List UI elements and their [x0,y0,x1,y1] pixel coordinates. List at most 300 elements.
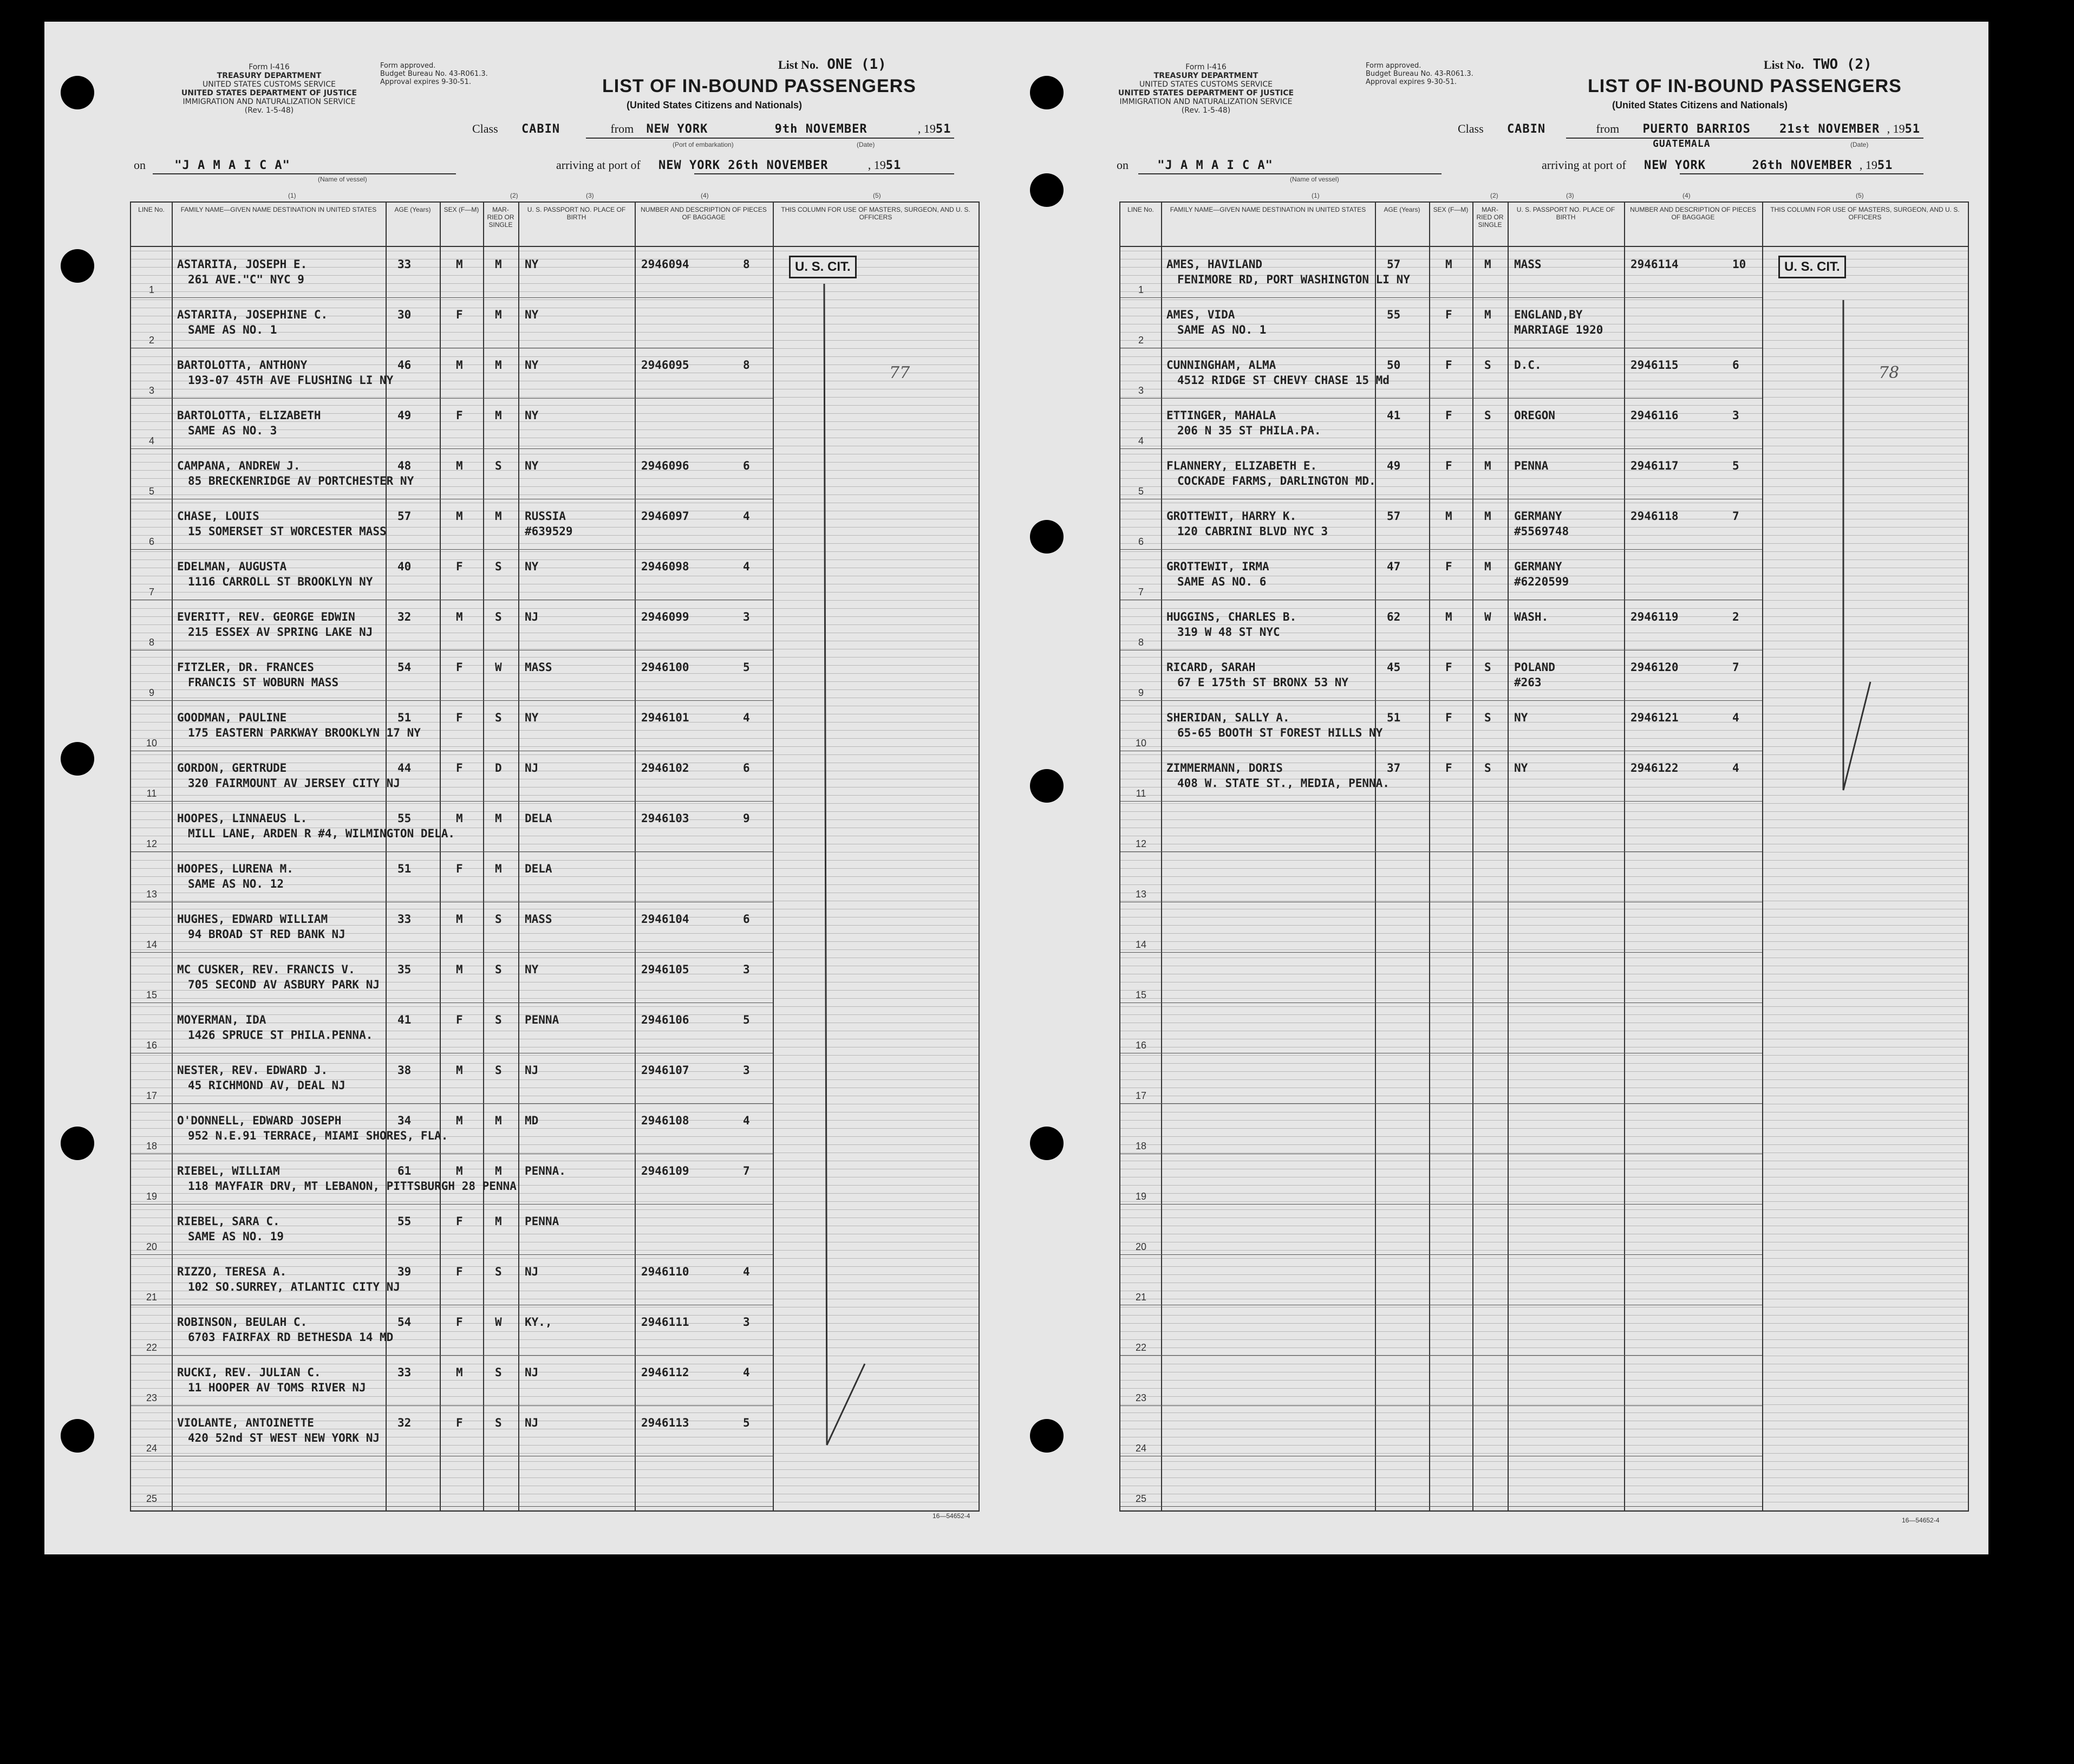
baggage-pieces: 4 [743,1265,750,1278]
line-number: 3 [148,385,154,396]
row-divider [1120,1506,1762,1507]
underline [694,173,954,174]
underline [1566,138,1923,139]
passenger-marital-status: S [1484,761,1491,774]
line-number: 8 [1138,637,1144,648]
passenger-age: 55 [1387,308,1401,321]
passenger-age: 57 [1387,510,1401,523]
arriving-label: arriving at port of [1542,158,1626,172]
arriving-line [556,158,901,172]
passenger-address: SAME AS NO. 1 [188,323,277,336]
passenger-marital-status: M [495,1215,502,1228]
passenger-age: 55 [397,1215,412,1228]
passenger-row [1120,557,1762,600]
row-divider [1120,851,1762,852]
passenger-name: ROBINSON, BEULAH C. [177,1316,308,1329]
row-divider [131,1506,773,1507]
passenger-age: 44 [397,761,412,774]
passenger-sex: F [456,1416,463,1429]
line-number: 18 [1135,1141,1147,1151]
baggage-pieces: 7 [1732,510,1739,523]
passenger-age: 49 [1387,459,1401,472]
col-number: (4) [701,192,709,199]
passenger-address: 1116 CARROLL ST BROOKLYN NY [188,575,373,588]
passenger-marital-status: M [1484,510,1491,523]
from-value: PUERTO BARRIOS [1642,122,1751,136]
line-number: 18 [146,1141,158,1151]
passenger-place-of-birth: ENGLAND,BY [1514,308,1583,321]
line-number: 1 [148,284,154,295]
passenger-row [131,1363,773,1405]
baggage-number: 2946105 [641,963,689,976]
row-divider [131,1405,773,1406]
year-value: 51 [1905,122,1921,136]
passenger-table [1119,201,1969,1512]
passenger-age: 51 [397,862,412,875]
baggage-pieces: 4 [743,560,750,573]
passenger-name: VIOLANTE, ANTOINETTE [177,1416,314,1429]
baggage-number: 2946111 [641,1316,689,1329]
passenger-place-of-birth: PENNA [1514,459,1549,472]
handwritten-note: 78 [1879,363,1900,382]
baggage-pieces: 3 [1732,409,1739,422]
passenger-name: ASTARITA, JOSEPHINE C. [177,308,328,321]
passenger-sex: F [1445,359,1452,372]
line-number: 19 [1135,1191,1147,1202]
arriving-value: NEW YORK 26th NOVEMBER [1644,159,1853,172]
list-subtitle: (United States Citizens and Nationals) [1612,100,1788,110]
passenger-name: MC CUSKER, REV. FRANCIS V. [177,963,355,976]
baggage-number: 2946121 [1630,711,1679,724]
baggage-pieces: 5 [743,1416,750,1429]
passenger-marital-status: M [495,862,502,875]
baggage-pieces: 7 [743,1164,750,1177]
row-divider [131,1204,773,1205]
row-divider [1120,549,1762,550]
passenger-marital-status: S [1484,711,1491,724]
customs-service: UNITED STATES CUSTOMS SERVICE [1139,80,1273,89]
line-number: 24 [1135,1443,1147,1454]
col-header-sex: SEX (F—M) [1433,206,1469,213]
passenger-place-of-birth: NJ [525,761,539,774]
list-title: LIST OF IN-BOUND PASSENGERS [1588,76,1902,96]
passenger-place-of-birth: NY [1514,711,1528,724]
passenger-name: HUGHES, EDWARD WILLIAM [177,913,328,926]
passenger-age: 40 [397,560,412,573]
col-header-age: AGE (Years) [394,206,431,213]
on-label: on [134,158,146,172]
baggage-number: 2946097 [641,510,689,523]
baggage-pieces: 6 [743,761,750,774]
baggage-number: 2946099 [641,610,689,623]
passenger-name: GROTTEWIT, IRMA [1166,560,1269,573]
passenger-name: O'DONNELL, EDWARD JOSEPH [177,1114,342,1127]
baggage-number: 2946106 [641,1013,689,1026]
passenger-row [1120,506,1762,549]
passenger-place-of-birth: RUSSIA [525,510,566,523]
passenger-place-of-birth: GERMANY [1514,510,1562,523]
row-divider [131,398,773,399]
baggage-number: 2946096 [641,459,689,472]
passenger-sex: M [1445,510,1452,523]
passenger-place-of-birth: MD [525,1114,539,1127]
class-label: Class [472,122,498,135]
binder-hole [1030,1419,1064,1453]
passenger-row [131,456,773,499]
passenger-age: 57 [397,510,412,523]
line-number: 15 [1135,990,1147,1000]
row-divider [1120,398,1762,399]
line-number: 13 [146,889,158,900]
revision: (Rev. 1-5-48) [1181,106,1231,115]
passenger-place-of-birth: NJ [525,1366,539,1379]
passenger-address: 705 SECOND AV ASBURY PARK NJ [188,978,380,991]
row-divider [1120,448,1762,449]
passenger-row [131,960,773,1003]
binder-hole [61,742,94,776]
line-number: 17 [1135,1090,1147,1101]
line-number: 4 [1138,435,1144,446]
col-header-name: FAMILY NAME—GIVEN NAME DESTINATION IN UNITED STATES [1170,206,1366,213]
arriving-value: NEW YORK 26th NOVEMBER [658,159,829,172]
arriving-year: 51 [885,159,902,172]
col-header-passport: U. S. PASSPORT NO. PLACE OF BIRTH [1516,206,1615,221]
passenger-row [131,1312,773,1355]
passenger-row [131,406,773,448]
passenger-address: 15 SOMERSET ST WORCESTER MASS [188,525,387,538]
arriving-year: 51 [1877,159,1893,172]
passenger-name: GOODMAN, PAULINE [177,711,287,724]
passenger-marital-status: W [495,661,502,674]
col-header-sex: SEX (F—M) [444,206,479,213]
port-caption: GUATEMALA [1653,138,1711,149]
passenger-marital-status: M [495,1114,502,1127]
passenger-row [131,758,773,801]
row-divider [1120,297,1762,298]
line-number: 4 [148,435,154,446]
row-divider [131,952,773,953]
passenger-row [1120,305,1762,348]
passenger-address: 408 W. STATE ST., MEDIA, PENNA. [1177,777,1390,790]
binder-hole [61,249,94,283]
col-number: (1) [288,192,296,199]
list-no-label: List No. [1764,58,1804,71]
passenger-age: 32 [397,1416,412,1429]
line-number: 21 [1135,1292,1147,1303]
officer-check-mark [1762,203,1968,1448]
passenger-name: FLANNERY, ELIZABETH E. [1166,459,1318,472]
passenger-address: 11 HOOPER AV TOMS RIVER NJ [188,1381,366,1394]
passenger-address: 193-07 45TH AVE FLUSHING LI NY [188,374,394,387]
passenger-address: 319 W 48 ST NYC [1177,626,1280,639]
passenger-marital-status: M [495,510,502,523]
passenger-place-of-birth: POLAND [1514,661,1555,674]
year-prefix: , 19 [1859,158,1877,172]
binder-hole [1030,520,1064,554]
col-header-married: MAR- RIED OR SINGLE [487,206,514,229]
doj: UNITED STATES DEPARTMENT OF JUSTICE [181,89,357,97]
baggage-pieces: 4 [743,1114,750,1127]
passenger-age: 39 [397,1265,412,1278]
col-number: (2) [510,192,518,199]
baggage-number: 2946118 [1630,510,1679,523]
passenger-address: 1426 SPRUCE ST PHILA.PENNA. [188,1029,373,1042]
row-divider [131,1254,773,1255]
passenger-row [131,1010,773,1053]
passenger-row [131,1161,773,1204]
passenger-place-of-birth: MASS [525,913,552,926]
date-value: 21st NOVEMBER [1779,122,1880,136]
passenger-address: 85 BRECKENRIDGE AV PORTCHESTER NY [188,474,414,487]
row-divider [1120,1405,1762,1406]
passenger-name: CUNNINGHAM, ALMA [1166,359,1276,372]
passenger-place-of-birth: PENNA. [525,1164,566,1177]
passenger-marital-status: M [495,1164,502,1177]
baggage-number: 2946115 [1630,359,1679,372]
line-number: 11 [1136,788,1146,799]
passenger-name: GORDON, GERTRUDE [177,761,287,774]
column-divider [1624,203,1625,1511]
passenger-marital-status: W [495,1316,502,1329]
passenger-place-of-birth: NJ [525,610,539,623]
passenger-sex: F [456,1013,463,1026]
passenger-sex: F [1445,661,1452,674]
underline [586,138,954,139]
passenger-place-of-birth: NY [525,409,539,422]
row-divider [131,851,773,852]
arriving-label: arriving at port of [556,158,641,172]
passenger-marital-status: D [495,761,502,774]
line-number: 3 [1138,385,1144,396]
passenger-name: RIEBEL, SARA C. [177,1215,280,1228]
underline [1680,173,1923,174]
row-divider [131,297,773,298]
passenger-sex: F [1445,409,1452,422]
passenger-sex: M [1445,610,1452,623]
passenger-table [130,201,980,1512]
class-line [1458,122,1920,136]
baggage-number: 2946120 [1630,661,1679,674]
form-approval [1366,62,1473,86]
baggage-number: 2946100 [641,661,689,674]
passenger-name: HUGGINS, CHARLES B. [1166,610,1297,623]
binder-hole [1030,173,1064,207]
us-citizen-stamp: U. S. CIT. [1778,256,1846,278]
passenger-marital-status: S [495,610,502,623]
col-number: (3) [586,192,594,199]
passenger-row [131,506,773,549]
baggage-number: 2946112 [641,1366,689,1379]
passenger-sex: F [1445,560,1452,573]
col-header-passport: U. S. PASSPORT NO. PLACE OF BIRTH [527,206,626,221]
baggage-pieces: 5 [743,661,750,674]
passenger-age: 61 [397,1164,412,1177]
binder-hole [61,1127,94,1160]
baggage-pieces: 6 [743,459,750,472]
passenger-age: 45 [1387,661,1401,674]
row-divider [1120,1254,1762,1255]
date-caption: (Date) [857,141,875,148]
passenger-age: 54 [397,661,412,674]
baggage-pieces: 4 [743,711,750,724]
line-number: 10 [1135,738,1147,748]
passenger-place-of-birth: MASS [525,661,552,674]
form-footer: 16—54652-4 [932,1512,970,1520]
row-divider [1120,1204,1762,1205]
passenger-age: 41 [397,1013,412,1026]
line-number: 7 [1138,587,1144,597]
passenger-address: 65-65 BOOTH ST FOREST HILLS NY [1177,726,1383,739]
passenger-address: SAME AS NO. 3 [188,424,277,437]
date-caption: (Date) [1850,141,1869,148]
line-number: 15 [146,990,158,1000]
passenger-age: 34 [397,1114,412,1127]
passenger-address: FRANCIS ST WOBURN MASS [188,676,339,689]
line-number: 20 [1135,1241,1147,1252]
passenger-address: 215 ESSEX AV SPRING LAKE NJ [188,626,373,639]
passenger-marital-status: S [495,1366,502,1379]
list-no-label: List No. [778,58,819,71]
passenger-name: EDELMAN, AUGUSTA [177,560,287,573]
passenger-age: 37 [1387,761,1401,774]
passenger-age: 51 [397,711,412,724]
from-label: from [610,122,634,135]
passenger-place-of-birth: NY [525,359,539,372]
passenger-name: FITZLER, DR. FRANCES [177,661,314,674]
passenger-sex: M [456,1114,463,1127]
passenger-sex: F [456,1265,463,1278]
passenger-marital-status: S [495,963,502,976]
form-approved: Form approved. [1366,62,1421,70]
baggage-pieces: 2 [1732,610,1739,623]
passenger-name: AMES, HAVILAND [1166,258,1263,271]
baggage-number: 2946114 [1630,258,1679,271]
passenger-marital-status: M [1484,459,1491,472]
list-number [1764,56,1872,73]
line-number: 21 [146,1292,158,1303]
passenger-age: 57 [1387,258,1401,271]
passenger-address: MILL LANE, ARDEN R #4, WILMINGTON DELA. [188,827,455,840]
manifest-page-2 [1014,22,1988,1554]
passenger-address: 4512 RIDGE ST CHEVY CHASE 15 Md [1177,374,1390,387]
passenger-marital-status: S [1484,661,1491,674]
line-number: 25 [146,1493,158,1504]
passenger-row [131,355,773,398]
line-number: 5 [1138,486,1144,497]
row-divider [1120,1355,1762,1356]
from-value: NEW YORK [646,122,708,136]
baggage-pieces: 3 [743,963,750,976]
baggage-pieces: 5 [1732,459,1739,472]
passenger-name: CHASE, LOUIS [177,510,259,523]
passenger-place-of-birth: OREGON [1514,409,1555,422]
baggage-pieces: 4 [1732,711,1739,724]
passenger-address: SAME AS NO. 12 [188,877,284,890]
from-label: from [1596,122,1620,135]
passenger-address: SAME AS NO. 19 [188,1230,284,1243]
passenger-address: 320 FAIRMOUNT AV JERSEY CITY NJ [188,777,400,790]
passenger-row [131,1212,773,1254]
passenger-sex: F [456,761,463,774]
passenger-place-of-birth: NY [525,308,539,321]
passenger-passport-no: #5569748 [1514,525,1569,538]
passenger-address: 102 SO.SURREY, ATLANTIC CITY NJ [188,1280,400,1293]
baggage-pieces: 3 [743,610,750,623]
passenger-sex: M [456,913,463,926]
passenger-age: 30 [397,308,412,321]
list-subtitle: (United States Citizens and Nationals) [627,100,803,110]
treasury-dept: TREASURY DEPARTMENT [1153,71,1258,80]
passenger-age: 48 [397,459,412,472]
passenger-place-of-birth: NY [525,258,539,271]
col-header-line: LINE No. [138,206,165,213]
underline [1138,173,1442,174]
col-header-married: MAR- RIED OR SINGLE [1476,206,1504,229]
passenger-address: 45 RICHMOND AV, DEAL NJ [188,1079,345,1092]
passenger-marital-status: M [495,308,502,321]
ins: IMMIGRATION AND NATURALIZATION SERVICE [182,97,356,106]
binder-hole [1030,769,1064,803]
baggage-number: 2946103 [641,812,689,825]
line-number: 6 [1138,536,1144,547]
passenger-passport-no: #263 [1514,676,1542,689]
binder-hole [1030,76,1064,109]
line-number: 25 [1135,1493,1147,1504]
passenger-row [1120,406,1762,448]
passenger-sex: M [456,1366,463,1379]
passenger-name: NESTER, REV. EDWARD J. [177,1064,328,1077]
passenger-sex: F [1445,711,1452,724]
handwritten-note: 77 [889,363,910,382]
line-number: 12 [146,838,158,849]
line-number: 12 [1135,838,1147,849]
passenger-age: 46 [397,359,412,372]
passenger-name: GROTTEWIT, HARRY K. [1166,510,1297,523]
passenger-row [131,809,773,851]
passenger-marital-status: S [495,711,502,724]
date-value: 9th NOVEMBER [774,122,868,136]
passenger-place-of-birth: KY., [525,1316,552,1329]
officer-check-mark [773,203,979,1448]
line-number: 11 [146,788,157,799]
customs-service: UNITED STATES CUSTOMS SERVICE [203,80,336,89]
passenger-address: 175 EASTERN PARKWAY BROOKLYN 17 NY [188,726,421,739]
passenger-age: 33 [397,1366,412,1379]
row-divider [1120,700,1762,701]
baggage-pieces: 4 [743,510,750,523]
passenger-marital-status: S [495,560,502,573]
year-prefix: , 19 [868,158,886,172]
passenger-age: 54 [397,1316,412,1329]
row-divider [1120,952,1762,953]
form-approved: Form approved. [380,62,436,70]
passenger-marital-status: S [495,1013,502,1026]
passenger-sex: M [456,812,463,825]
passenger-sex: F [456,862,463,875]
passenger-place-of-birth: DELA [525,812,552,825]
passenger-row [131,1262,773,1305]
form-footer: 16—54652-4 [1902,1516,1940,1524]
passenger-place-of-birth: NY [1514,761,1528,774]
line-number: 8 [148,637,154,648]
passenger-name: BARTOLOTTA, ANTHONY [177,359,308,372]
passenger-address: 120 CABRINI BLVD NYC 3 [1177,525,1328,538]
passenger-row [131,1413,773,1456]
col-number: (5) [1856,192,1864,199]
passenger-row [1120,355,1762,398]
baggage-number: 2946098 [641,560,689,573]
passenger-age: 33 [397,258,412,271]
